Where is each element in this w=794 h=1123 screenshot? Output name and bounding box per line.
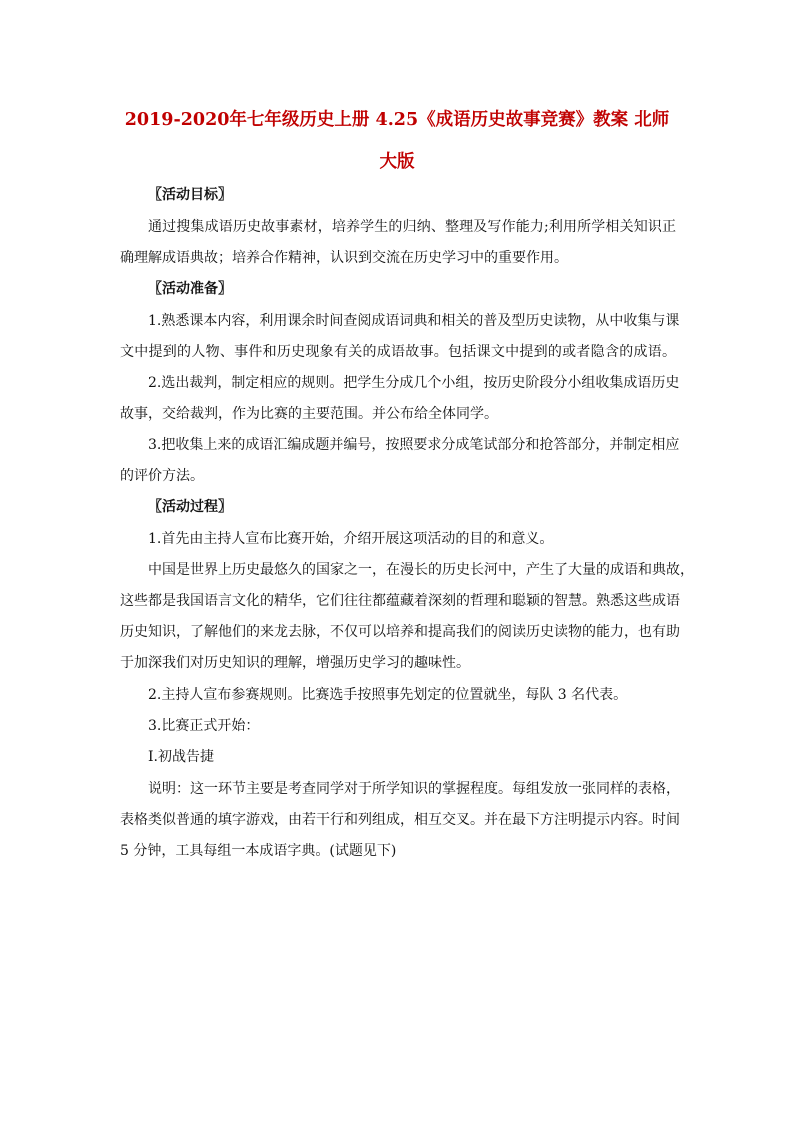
goal-text-line-2: 确理解成语典故；培养合作精神，认识到交流在历史学习中的重要作用。 xyxy=(120,250,568,266)
process-line: 这些都是我国语言文化的精华，它们往往都蕴藏着深刻的哲理和聪颖的智慧。熟悉这些成语 xyxy=(120,593,680,609)
prep-item-line: 文中提到的人物、事件和历史现象有关的成语故事。包括课文中提到的或者隐含的成语。 xyxy=(120,344,676,360)
prep-item-line: 3.把收集上来的成语汇编成题并编号，按照要求分成笔试部分和抢答部分，并制定相应 xyxy=(148,437,680,453)
prep-item-line: 的评价方法。 xyxy=(120,468,204,484)
heading-activity-process: 〖活动过程〗 xyxy=(148,499,232,515)
process-line: 历史知识，了解他们的来龙去脉，不仅可以培养和提高我们的阅读历史读物的能力，也有助 xyxy=(120,624,680,640)
heading-activity-goal: 〖活动目标〗 xyxy=(148,187,232,203)
process-line: 1.首先由主持人宣布比赛开始，介绍开展这项活动的目的和意义。 xyxy=(148,531,554,547)
process-line: 3.比赛正式开始： xyxy=(148,718,260,734)
document-title-line-2: 大版 xyxy=(379,152,415,172)
process-line: 中国是世界上历史最悠久的国家之一，在漫长的历史长河中，产生了大量的成语和典故， xyxy=(148,562,694,578)
process-line: 于加深我们对历史知识的理解，增强历史学习的趣味性。 xyxy=(120,655,470,671)
process-line: 2.主持人宣布参赛规则。比赛选手按照事先划定的位置就坐，每队 3 名代表。 xyxy=(148,687,628,703)
prep-item-line: 2.选出裁判，制定相应的规则。把学生分成几个小组，按历史阶段分小组收集成语历史 xyxy=(148,375,680,391)
process-line: 5 分钟，工具每组一本成语字典。(试题见下) xyxy=(120,843,397,859)
prep-item-line: 故事，交给裁判，作为比赛的主要范围。并公布给全体同学。 xyxy=(120,406,498,422)
heading-activity-prep: 〖活动准备〗 xyxy=(148,281,232,297)
process-line: Ⅰ.初战告捷 xyxy=(148,749,214,765)
document-title-line-1: 2019-2020年七年级历史上册 4.25《成语历史故事竞赛》教案 北师 xyxy=(124,110,670,130)
prep-item-line: 1.熟悉课本内容，利用课余时间查阅成语词典和相关的普及型历史读物，从中收集与课 xyxy=(148,313,680,329)
goal-text-line-1: 通过搜集成语历史故事素材，培养学生的归纳、整理及写作能力;利用所学相关知识正 xyxy=(148,219,676,235)
process-line: 说明：这一环节主要是考查同学对于所学知识的掌握程度。每组发放一张同样的表格， xyxy=(148,781,680,797)
process-line: 表格类似普通的填字游戏，由若干行和列组成，相互交叉。并在最下方注明提示内容。时间 xyxy=(120,812,680,828)
